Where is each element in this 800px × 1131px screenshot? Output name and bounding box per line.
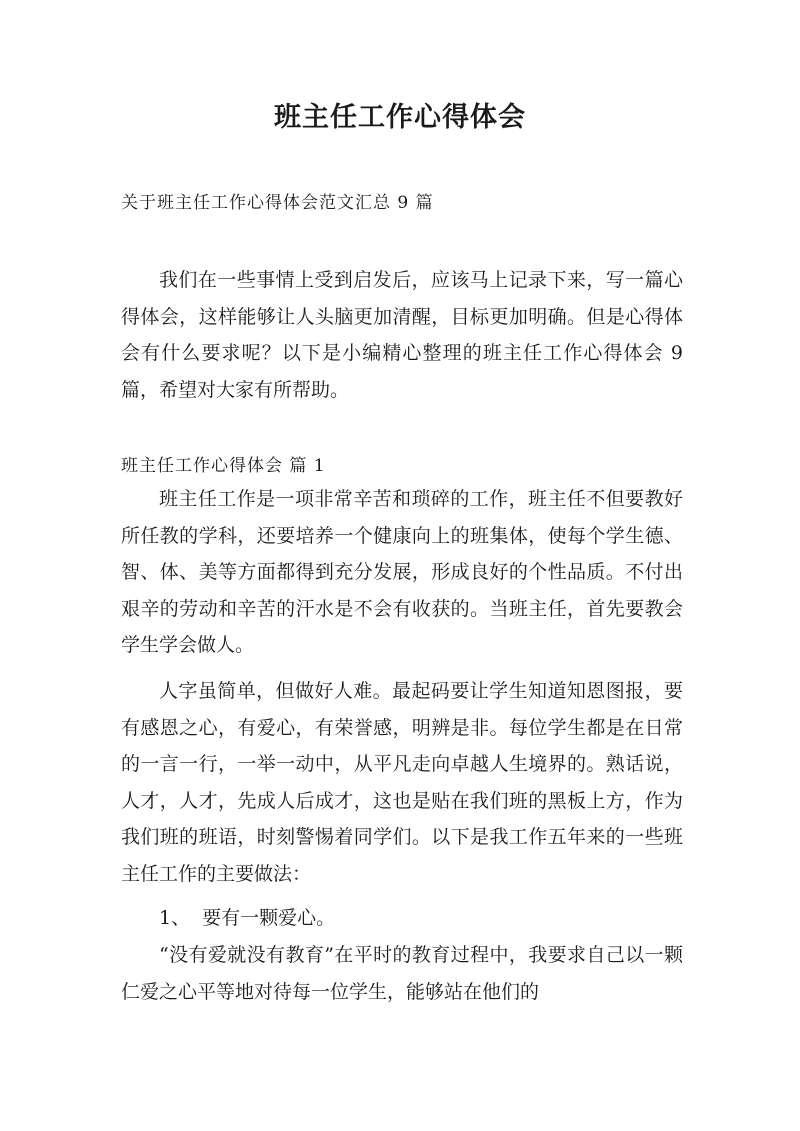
section-heading: 班主任工作心得体会 篇 1 — [121, 456, 326, 476]
document-subtitle: 关于班主任工作心得体会范文汇总 9 篇 — [121, 193, 434, 213]
body-paragraph-1: 班主任工作是一项非常辛苦和琐碎的工作，班主任不但要教好所任教的学科，还要培养一个健康向上的班集体，使每个学生德、智、体、美等方面都得到充分发展，形成良好的个性品质。不付出艰辛的劳动和辛苦的汗水是不会有收获的。当班主任，首先要教会学生学会做人。 — [121, 488, 683, 656]
intro-paragraph: 我们在一些事情上受到启发后，应该马上记录下来，写一篇心得体会，这样能够让人头脑更加清醒，目标更加明确。但是心得体会有什么要求呢？以下是小编精心整理的班主任工作心得体会 9 篇，希望对大家有所帮助。 — [121, 269, 683, 401]
document-title: 班主任工作心得体会 — [274, 102, 526, 133]
body-paragraph-2: 人字虽简单，但做好人难。最起码要让学生知道知恩图报，要有感恩之心，有爱心，有荣誉感，明辨是非。每位学生都是在日常的一言一行，一举一动中，从平凡走向卓越人生境界的。熟话说，人才，人才，先成人后成才，这也是贴在我们班的黑板上方，作为我们班的班语，时刻警惕着同学们。以下是我工作五年来的一些班主任工作的主要做法： — [121, 680, 683, 885]
body-paragraph-3: “没有爱就没有教育”在平时的教育过程中，我要求自己以一颗仁爱之心平等地对待每一位学生，能够站在他们的 — [121, 944, 683, 1003]
list-item-1: 1、 要有一颗爱心。 — [159, 907, 336, 929]
